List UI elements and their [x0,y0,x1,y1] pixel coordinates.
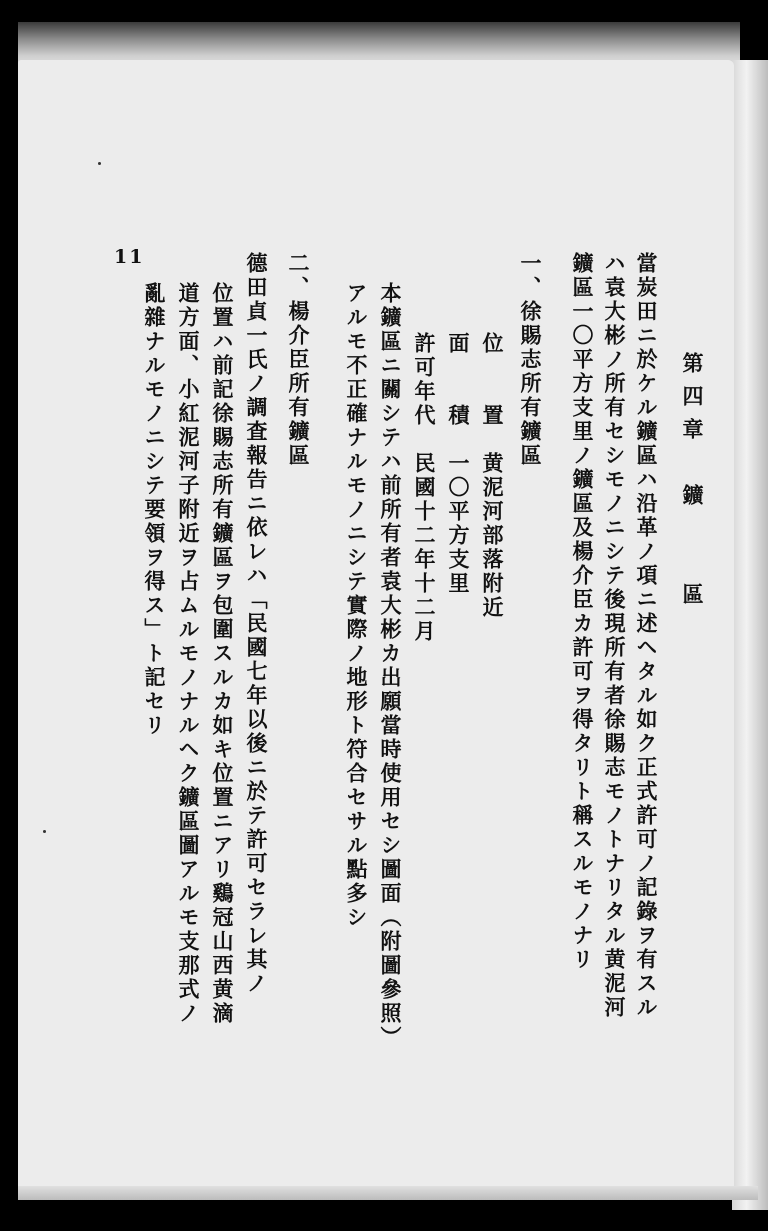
text-column-9: アルモ不正確ナルモノニシテ實際ノ地形ト符合セサル點多シ [344,282,369,930]
text-column-1: 當炭田ニ於ケル鑛區ハ沿革ノ項ニ述ヘタル如ク正式許可ノ記錄ヲ有スル [634,252,659,1020]
text-column-13: 道方面、小紅泥河子附近ヲ占ムルモノナルヘク鑛區圖アルモ支那式ノ [176,282,201,1026]
text-column-location: 位 置 黄泥河部落附近 [480,332,505,620]
bottom-page-edge [18,1186,758,1200]
section-heading-2: 二、楊介臣所有鑛區 [286,252,311,468]
text-column-12: 位置ハ前記徐賜志所有鑛區ヲ包圍スルカ如キ位置ニアリ鷄冠山西黄滴 [210,282,235,1026]
text-column-14: 亂雜ナルモノニシテ要領ヲ得ス」ト記セリ [142,282,167,738]
chapter-heading: 第四章 鑛 區 [680,352,705,616]
page-sheet [18,60,734,1190]
text-column-2: ハ袁大彬ノ所有セシモノニシテ後現所有者徐賜志モノトナリタル黄泥河 [602,252,627,1020]
text-column-3: 鑛區一〇平方支里ノ鑛區及楊介臣カ許可ヲ得タリト稱スルモノナリ [570,252,595,972]
scan-speck [98,162,101,165]
text-column-permit-date: 許可年代 民國十二年十二月 [412,332,437,644]
text-column-8: 本鑛區ニ關シテハ前所有者袁大彬カ出願當時使用セシ圖面（附圖參照） [378,282,403,1050]
book-spine [732,60,768,1210]
section-heading-1: 一、徐賜志所有鑛區 [518,252,543,468]
scan-speck [43,830,46,833]
page-number: 11 [114,246,145,268]
text-column-area: 面 積 一〇平方支里 [446,332,471,596]
text-column-11: 德田貞一氏ノ調査報告ニ依レハ「民國七年以後ニ於テ許可セラレ其ノ [244,252,269,996]
